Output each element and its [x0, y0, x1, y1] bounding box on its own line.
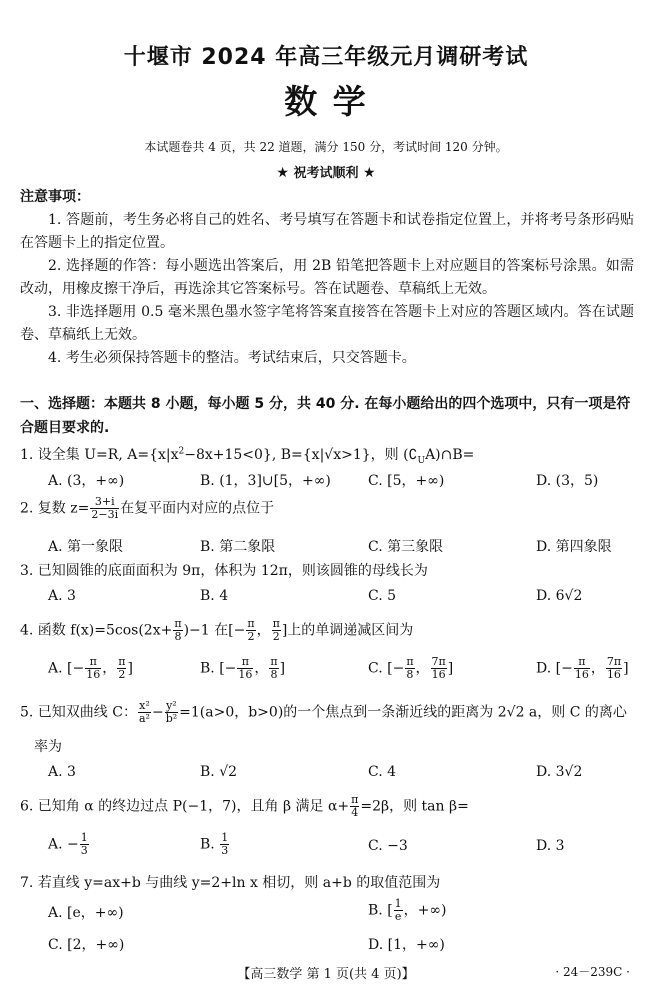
q4-option-b: B. [− $\frac{\pi}{16}$ ， $\frac{\pi}{8}$ ] [200, 655, 286, 681]
q1-stem-c: A)∩B= [425, 447, 475, 463]
question-1: 1. 设全集 U=R, $A=\{x|x^2-8x+15<0\}$, B={x|√x>1}，则 $(∁_UA)\cap B=$ [20, 446, 475, 466]
subject-title: 数 学 [284, 82, 368, 121]
q1-option-a: A. (3，+∞) [48, 473, 125, 489]
q2-stem-a: 2. 复数 z= [20, 500, 90, 517]
question-5: 5. 已知双曲线 C： $\frac{\text{x²}}{\text{a²}}$ − $\frac{\text{y²}}{\text{b²}}$ =1(a>0，b>0)的一个焦点到一条渐近线的距离为 2√2 a，则 C 的离心 [20, 699, 627, 725]
q2-option-a: A. 第一象限 [48, 539, 124, 555]
exam-intro: 本试题卷共 4 页，共 22 道题，满分 150 分，考试时间 120 分钟。 [144, 140, 508, 154]
q7-option-a: A. [e，+∞) [48, 905, 124, 921]
good-luck-text: 祝考试顺利 [293, 166, 359, 181]
good-luck-line [0, 162, 652, 181]
q2-stem-b: 在复平面内对应的点位于 [120, 500, 275, 517]
q3-option-c: C. 5 [368, 588, 397, 604]
question-7: 7. 若直线 y=ax+b 与曲线 y=2+ln x 相切，则 a+b 的取值范围为 [20, 875, 441, 891]
q4-option-d: D. [− $\frac{\pi}{16}$ ， $\frac{7\pi}{16}$ ] [536, 655, 629, 681]
q6-option-d: D. 3 [536, 838, 565, 854]
q2-option-b: B. 第二象限 [200, 539, 276, 555]
q5-option-b: B. √2 [200, 764, 238, 780]
q7-option-c: C. [2，+∞) [48, 937, 125, 953]
star-icon: ★ [276, 165, 289, 181]
q2-option-d: D. 第四象限 [536, 539, 612, 555]
section-heading: 一、选择题：本题共 8 小题，每小题 5 分，共 40 分. 在每小题给出的四个选项中，只有一项是符合题目要求的. [20, 396, 631, 436]
star-icon: ★ [363, 165, 376, 181]
q1-option-d: D. (3，5) [536, 473, 599, 489]
page-footer: 【高三数学 第 1 页(共 4 页)】 [237, 967, 415, 982]
q5-option-d: D. 3√2 [536, 764, 583, 780]
exam-title: 十堰市 2024 年高三年级元月调研考试 [123, 45, 529, 70]
q6-option-a: A. − $\frac{1}{3}$ [48, 831, 88, 857]
question-4: 4. 函数 f(x)=5cos(2x+ $\frac{\pi}{8}$ )−1 在[− $\frac{\pi}{2}$ ， $\frac{\pi}{2}$ ]上的单调递减区间为 [20, 617, 414, 643]
q2-option-c: C. 第三象限 [368, 539, 444, 555]
q1-option-c: C. [5，+∞) [368, 473, 445, 489]
notice-item-3: 3. 非选择题用 0.5 毫米黑色墨水签字笔将答案直接答在答题卡上对应的答题区域内。答在试题卷、草稿纸上无效。 [20, 304, 634, 343]
q3-option-a: A. 3 [48, 588, 76, 604]
question-3: 3. 已知圆锥的底面面积为 9π，体积为 12π，则该圆锥的母线长为 [20, 563, 428, 579]
q4-option-c: C. [− $\frac{\pi}{8}$ ， $\frac{7\pi}{16}$ ] [368, 655, 454, 681]
notice-item-4: 4. 考生必须保持答题卡的整洁。考试结束后，只交答题卡。 [48, 350, 416, 366]
q3-option-d: D. 6√2 [536, 588, 583, 604]
q6-option-c: C. −3 [368, 838, 408, 854]
question-6: 6. 已知角 α 的终边过点 P(−1，7)，且角 β 满足 α+ $\frac{\pi}{4}$ =2β，则 tan β= [20, 793, 469, 819]
q3-option-b: B. 4 [200, 588, 229, 604]
notice-title: 注意事项： [20, 189, 90, 205]
question-2 [20, 496, 274, 521]
q7-option-d: D. [1，+∞) [368, 937, 445, 953]
notice-item-1: 1. 答题前，考生务必将自己的姓名、考号填写在答题卡和试卷指定位置上，并将考号条形码贴在答题卡上的指定位置。 [20, 212, 634, 251]
q7-option-b: B. [ $\frac{1}{e}$ ，+∞) [368, 897, 447, 923]
q1-option-b: B. (1，3]∪[5，+∞) [200, 473, 331, 489]
q4-option-a: A. [− $\frac{\pi}{16}$ ， $\frac{\pi}{2}$ ] [48, 655, 133, 681]
q1-sub: U [417, 455, 426, 466]
q1-stem-a: 1. 设全集 U=R, A={x|x [20, 447, 179, 463]
exam-code: · 24－239C · [555, 965, 630, 979]
q6-option-b: B. $\frac{1}{3}$ [200, 831, 229, 857]
q5-option-a: A. 3 [48, 764, 76, 780]
q2-fraction: $\frac{3+i}{2-3i}$ [91, 495, 119, 521]
notice-item-2: 2. 选择题的作答：每小题选出答案后，用 2B 铅笔把答题卡上对应题目的答案标号涂黑。如需改动，用橡皮擦干净后，再选涂其它答案标号。答在试题卷、草稿纸上无效。 [20, 258, 634, 297]
q5-option-c: C. 4 [368, 764, 397, 780]
q5-continued: 率为 [34, 739, 62, 755]
q1-stem-b: −8x+15<0}, B={x|√x>1}，则 (∁ [184, 447, 418, 463]
